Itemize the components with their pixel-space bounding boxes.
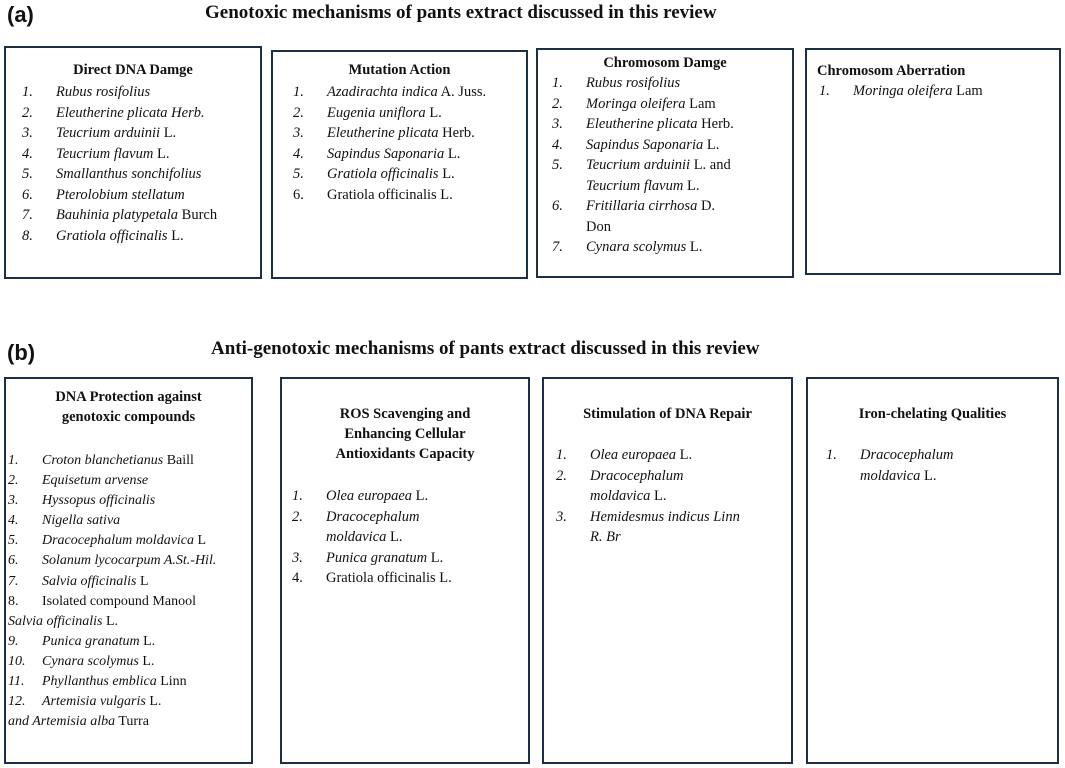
box-title: DNA Protection against genotoxic compounds [55,389,202,425]
species-name: Dracocephalum [860,447,954,463]
species-author: L. [167,227,184,244]
species-name: Bauhinia platypetala [56,207,179,223]
species-author: A. Juss. [437,84,487,100]
species-author: Linn [156,674,187,690]
item-number: 3. [22,125,33,141]
species-author: D. [697,198,716,214]
species-author: L. [683,177,700,194]
item-number: 1. [826,447,837,463]
item-number: 4. [22,145,33,162]
list-item [8,632,251,652]
list-item [8,692,251,712]
list-item [293,103,526,124]
list-item [556,527,791,548]
species-name: Hyssopus officinalis [42,493,156,509]
list-item [552,196,792,217]
item-number: 9. [8,633,19,649]
species-name: Teucrium flavum [586,177,684,194]
species-name: Rubus rosifolius [56,84,151,100]
species-name: Artemisia vulgaris [42,694,146,710]
species-name: Croton blanchetianus [42,453,164,468]
species-name: Cynara scolymus [42,653,139,669]
box-chromosome-aberration [805,48,1061,275]
species-author: Gratiola officinalis L. [326,570,452,586]
item-number: 7. [22,207,33,223]
species-author: Don [586,218,611,235]
species-author: L. [676,447,693,463]
list-item [8,612,251,632]
species-name: Dracocephalum moldavica [42,533,195,549]
box-mutation-action [271,50,528,279]
item-number: 3. [293,125,304,141]
species-author: L. [153,145,170,162]
box-chromosome-damage [536,48,794,278]
item-number: 2. [22,104,33,121]
species-name: Dracocephalum [590,467,684,484]
list-item [552,217,792,238]
list-item [556,486,791,507]
item-number: 3. [556,508,567,525]
species-author: L. [438,166,455,182]
species-author: Burch [178,207,218,223]
list-item [22,144,260,165]
item-number: 1. [8,453,19,468]
species-name: Eleutherine plicata [327,125,439,141]
species-list [552,73,792,258]
species-author: Isolated compound Manool [42,593,196,609]
species-author: L. [386,529,403,545]
box-title: Iron-chelating Qualities [858,406,1007,422]
box-title: Mutation Action [348,62,451,78]
species-author: L. [650,488,667,504]
box-title: ROS Scavenging and Enhancing Cellular Antioxidants Capacity [335,406,475,462]
list-item [293,185,526,206]
list-item [293,123,526,144]
species-name: Eleutherine plicata [586,116,698,132]
item-number [552,217,586,238]
species-author: L. [686,239,703,255]
list-item [826,466,1057,487]
species-name: Gratiola officinalis [56,227,168,244]
species-name: Teucrium arduinii [586,157,691,173]
item-number: 3. [292,549,303,566]
list-item [8,592,251,612]
species-name: moldavica [590,488,651,504]
species-author: L. [425,104,442,121]
species-name: Moringa oleifera [586,95,686,112]
species-name: Olea europaea [590,447,677,463]
list-item [293,164,526,185]
item-number: 4. [292,570,303,586]
list-item [8,551,251,571]
species-name: Phyllanthus emblica [42,674,157,690]
item-number: 4. [552,136,563,153]
item-number: 3. [552,116,563,132]
species-name: Olea europaea [326,488,413,504]
species-author: L. [412,488,429,504]
species-name: Cynara scolymus [586,239,687,255]
list-item [8,451,251,471]
list-item [22,82,260,103]
species-name: Hemidesmus indicus Linn [590,508,740,525]
species-name: moldavica [860,467,921,484]
item-number: 1. [556,447,567,463]
item-number: 5. [293,166,304,182]
species-list [826,445,1057,486]
species-author: L. [139,633,156,649]
species-name: Salvia officinalis [8,613,103,629]
species-author: L. [920,467,937,484]
species-name: Fritillaria cirrhosa [586,198,698,214]
species-author: Lam [952,83,983,99]
list-item [556,466,791,487]
list-item [22,103,260,124]
species-name: Eleutherine plicata Herb. [56,104,205,121]
item-number: 1. [819,83,830,99]
item-number: 6. [22,186,33,203]
species-name: Dracocephalum [326,508,420,525]
item-number: 4. [8,513,19,529]
item-number: 2. [292,508,303,525]
species-author: L. [145,694,162,710]
species-author: L. [138,653,155,669]
item-number: 8. [8,593,19,609]
species-name: Moringa oleifera [853,83,953,99]
species-author: L. [102,613,119,629]
box-direct-dna-damage [4,46,262,279]
item-number: 6. [293,186,304,203]
list-item [826,445,1057,466]
list-item [552,237,792,258]
species-name: Pterolobium stellatum [56,186,185,203]
species-author: L. and [690,157,731,173]
list-item [8,491,251,511]
list-item [22,226,260,247]
list-item [292,486,528,507]
box-ros-scavenging [280,377,530,764]
species-author: L [194,533,207,549]
species-name: Equisetum arvense [42,473,149,489]
item-number [292,527,326,548]
panel-b-label: (b) [7,340,36,365]
species-list [8,451,251,732]
item-number: 5. [22,166,33,182]
item-number: 2. [552,95,563,112]
species-name: Punica granatum [42,633,140,649]
species-name: moldavica [326,529,387,545]
list-item [292,548,528,569]
box-title: Direct DNA Damge [73,62,193,78]
species-name: Sapindus Saponaria [586,136,704,153]
species-name: Salvia officinalis [42,573,137,589]
species-list [556,445,791,548]
species-list [293,82,526,205]
species-name: and Artemisia alba [8,714,116,730]
species-author: Gratiola officinalis L. [327,186,453,203]
item-number: 8. [22,227,33,244]
item-number [552,176,586,197]
item-number: 1. [293,84,304,100]
list-item [293,82,526,103]
list-item [556,507,791,528]
list-item [552,155,792,176]
item-number: 7. [8,573,19,589]
item-number: 2. [293,104,304,121]
box-iron-chelating [806,377,1059,764]
species-author: L. [427,549,444,566]
box-title: Stimulation of DNA Repair [583,406,752,422]
item-number: 10. [8,653,26,669]
list-item [22,123,260,144]
species-author: Turra [115,714,149,730]
item-number: 3. [8,493,19,509]
species-name: Teucrium flavum [56,145,154,162]
item-number: 4. [293,145,304,162]
species-name: Eugenia uniflora [327,104,426,121]
panel-a-title: Genotoxic mechanisms of pants extract discussed in this review [205,2,717,23]
list-item [8,531,251,551]
item-number: 7. [552,239,563,255]
species-name: Sapindus Saponaria [327,145,445,162]
list-item [8,712,251,732]
list-item [552,176,792,197]
list-item [292,527,528,548]
list-item [22,164,260,185]
species-author: L [136,573,149,589]
species-name: Gratiola officinalis [327,166,439,182]
species-author: Herb. [438,125,475,141]
species-name: Smallanthus sonchifolius [56,166,202,182]
species-author: Baill [163,453,194,468]
species-list [292,486,528,589]
species-name: Solanum lycocarpum A.St.-Hil. [42,553,217,569]
species-list [22,82,260,246]
item-number: 6. [552,198,563,214]
species-name: Rubus rosifolius [586,75,681,91]
species-name: R. Br [590,529,621,545]
item-number [556,527,590,548]
item-number [556,486,590,507]
list-item [22,205,260,226]
species-list [819,81,1059,102]
list-item [552,73,792,94]
list-item [552,135,792,156]
species-name: Teucrium arduinii [56,125,161,141]
list-item [292,568,528,589]
list-item [819,81,1059,102]
item-number: 1. [22,84,33,100]
box-dna-repair [542,377,793,764]
list-item [8,511,251,531]
item-number: 5. [552,157,563,173]
species-author: L. [444,145,461,162]
box-title: Chromosom Damge [603,55,727,71]
species-author: L. [160,125,177,141]
item-number: 2. [556,467,567,484]
item-number: 11. [8,674,25,690]
list-item [8,572,251,592]
species-name: Punica granatum [326,549,428,566]
list-item [8,672,251,692]
box-dna-protection [4,377,253,764]
item-number [826,466,860,487]
species-author: L. [703,136,720,153]
list-item [22,185,260,206]
list-item [8,471,251,491]
species-name: Azadirachta indica [327,84,438,100]
species-author: Herb. [697,116,734,132]
species-name: Nigella sativa [42,513,121,529]
item-number: 1. [292,488,303,504]
item-number: 1. [552,75,563,91]
list-item [552,114,792,135]
list-item [552,94,792,115]
panel-a-label: (a) [7,2,34,27]
panel-b-title: Anti-genotoxic mechanisms of pants extract discussed in this review [211,338,760,359]
species-author: Lam [685,95,716,112]
item-number: 2. [8,473,19,489]
item-number: 12. [8,694,26,710]
list-item [292,507,528,528]
list-item [556,445,791,466]
list-item [293,144,526,165]
list-item [8,652,251,672]
item-number: 6. [8,553,19,569]
box-title: Chromosom Aberration [817,63,966,79]
item-number: 5. [8,533,19,549]
